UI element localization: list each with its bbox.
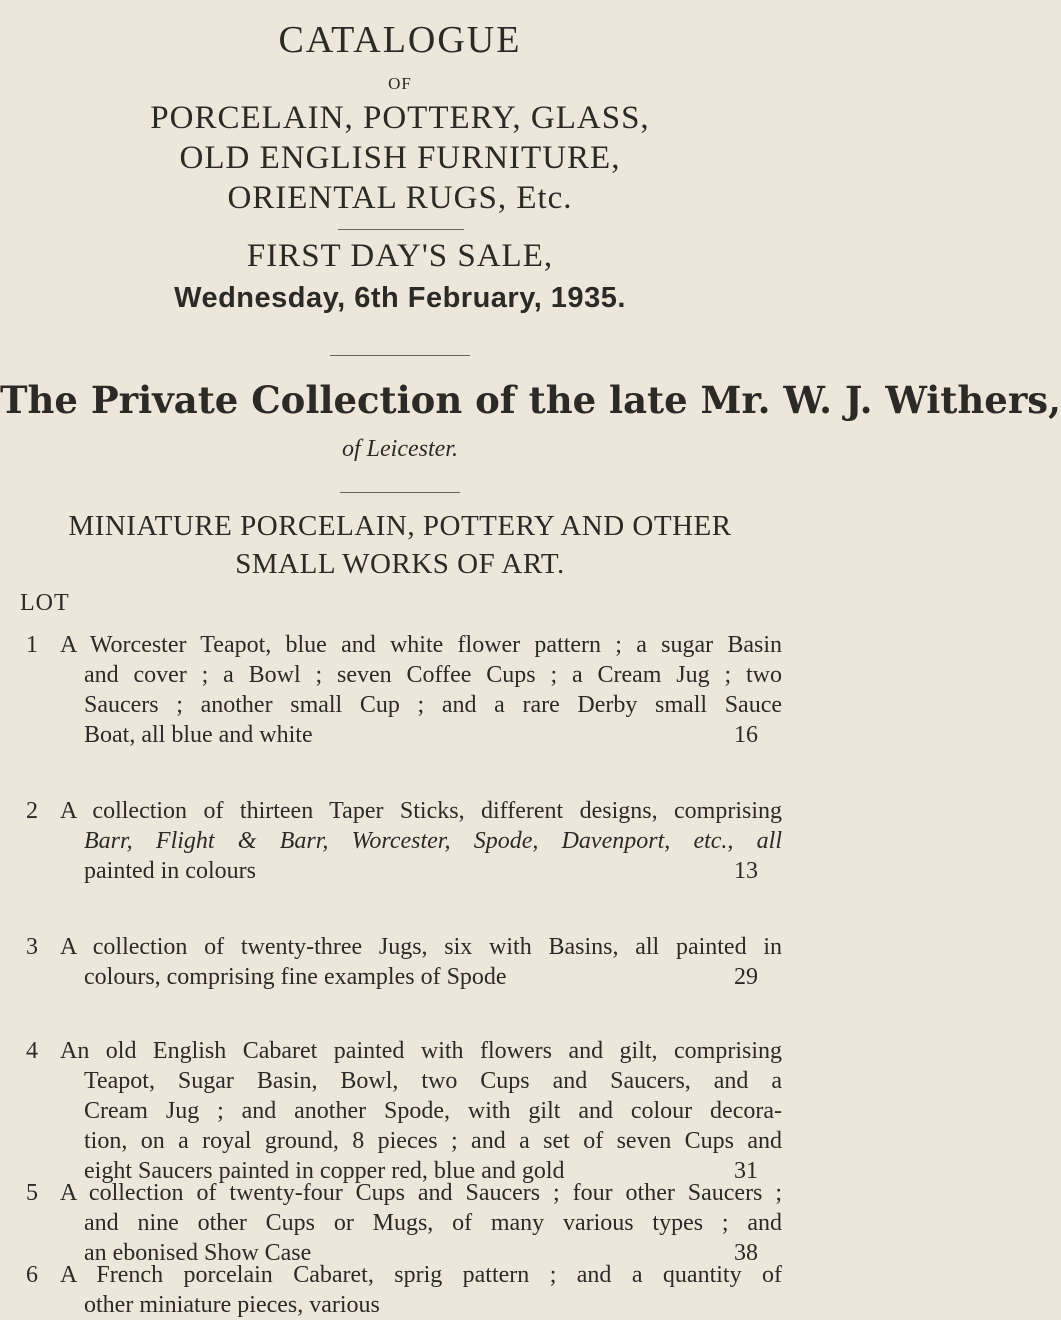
lot-line <box>60 962 782 992</box>
lot-line: tion, on a royal ground, 8 pieces ; and a set of seven Cups and <box>84 1128 782 1154</box>
heading-line-1: PORCELAIN, POTTERY, GLASS, <box>150 100 650 136</box>
lot-price: 29 <box>734 964 758 990</box>
lot-line: Teapot, Sugar Basin, Bowl, two Cups and Saucers, and a <box>84 1068 782 1094</box>
lot-line: A French porcelain Cabaret, sprig pattern ; and a quantity of <box>60 1262 782 1288</box>
lot-line-text: eight Saucers painted in copper red, blue and gold <box>84 1158 565 1184</box>
lot-line-text: an ebonised Show Case <box>84 1240 312 1266</box>
lot-number: 1 <box>26 632 38 658</box>
lot-line-text: Boat, all blue and white <box>84 722 313 748</box>
lot-number: 3 <box>26 934 38 960</box>
lot-line-text: painted in colours <box>84 858 256 884</box>
lot-line <box>60 856 782 886</box>
lot-line <box>60 720 782 750</box>
divider-rule <box>338 229 464 230</box>
lot-price: 16 <box>734 722 758 748</box>
lot-line: An old English Cabaret painted with flowers and gilt, comprising <box>60 1038 782 1064</box>
lot-line-text: Barr, Flight & Barr, Worcester, Spode, Davenport, etc., all <box>84 828 782 854</box>
lot-price: 13 <box>734 858 758 884</box>
lot-number: 4 <box>26 1038 38 1064</box>
heading-line-3: ORIENTAL RUGS, Etc. <box>227 180 573 216</box>
divider-rule <box>330 355 470 356</box>
lot-line: Cream Jug ; and another Spode, with gilt and colour decora- <box>84 1098 782 1124</box>
lot-line: A collection of twenty-three Jugs, six with Basins, all painted in <box>60 934 782 960</box>
catalogue-title: CATALOGUE <box>278 19 522 61</box>
lot-price: 31 <box>734 1158 758 1184</box>
lot-number: 2 <box>26 798 38 824</box>
section-title-line-2: SMALL WORKS OF ART. <box>235 548 565 580</box>
lot-line-text: colours, comprising fine examples of Spode <box>84 964 507 990</box>
lot-number: 5 <box>26 1180 38 1206</box>
lot-line: A collection of twenty-four Cups and Saucers ; four other Saucers ; <box>60 1180 782 1206</box>
lot-line: A collection of thirteen Taper Sticks, different designs, comprising <box>60 798 782 824</box>
section-title-line-1: MINIATURE PORCELAIN, POTTERY AND OTHER <box>68 510 732 542</box>
lot-description <box>60 1260 782 1320</box>
catalogue-of: OF <box>388 74 412 93</box>
lot-number: 6 <box>26 1262 38 1288</box>
lot-description <box>60 630 782 750</box>
heading-line-2: OLD ENGLISH FURNITURE, <box>179 140 621 176</box>
lot-column-heading: LOT <box>20 590 70 616</box>
lot-line: and cover ; a Bowl ; seven Coffee Cups ; a Cream Jug ; two <box>84 662 782 688</box>
sale-date: Wednesday, 6th February, 1935. <box>174 282 626 314</box>
lot-line: other miniature pieces, various <box>84 1292 380 1318</box>
collection-title: The Private Collection of the late Mr. W. J. Withers, <box>0 378 1061 422</box>
divider-rule <box>340 492 460 493</box>
lot-line <box>60 826 782 856</box>
collection-place: of Leicester. <box>342 436 458 462</box>
lot-line: Saucers ; another small Cup ; and a rare Derby small Sauce <box>84 692 782 718</box>
lot-description <box>60 796 782 886</box>
lot-description <box>60 1036 782 1186</box>
lot-line: A Worcester Teapot, blue and white flower pattern ; a sugar Basin <box>60 632 782 658</box>
sale-title: FIRST DAY'S SALE, <box>246 238 554 274</box>
lot-description <box>60 1178 782 1268</box>
lot-description <box>60 932 782 992</box>
lot-price: 38 <box>734 1240 758 1266</box>
lot-line: and nine other Cups or Mugs, of many various types ; and <box>84 1210 782 1236</box>
